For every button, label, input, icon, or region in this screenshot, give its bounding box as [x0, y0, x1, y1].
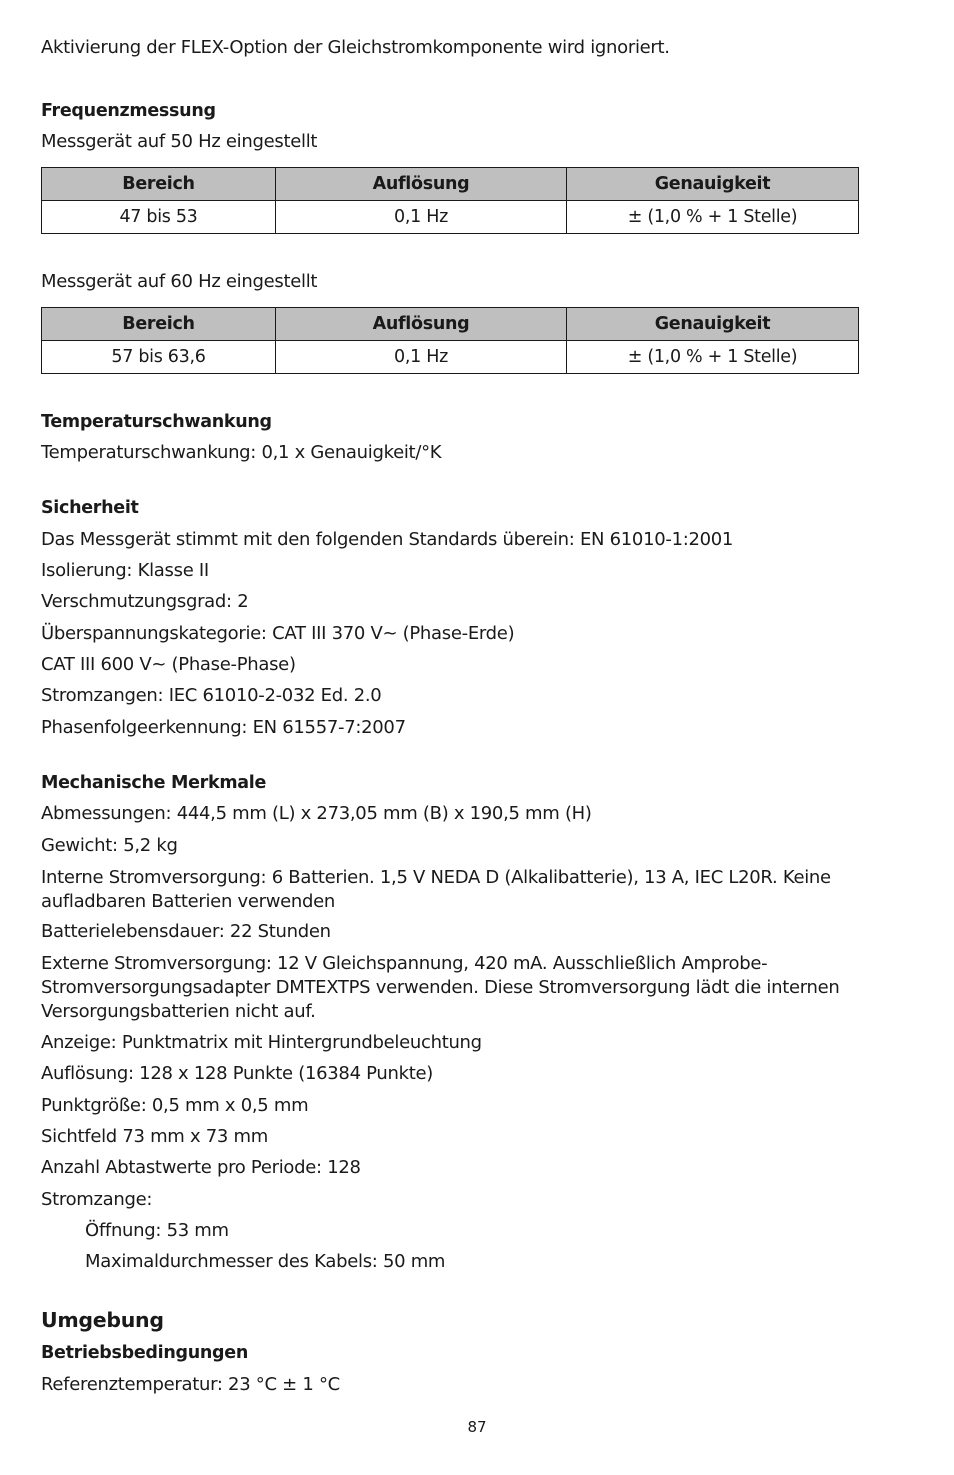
table-header-row	[42, 308, 859, 341]
table-header-row	[42, 168, 859, 201]
mechanical-line: Batterielebensdauer: 22 Stunden	[41, 921, 331, 942]
cell-range: 57 bis 63,6	[42, 341, 276, 374]
clamp-line: Maximaldurchmesser des Kabels: 50 mm	[85, 1251, 446, 1272]
mechanical-line: Sichtfeld 73 mm x 73 mm	[41, 1126, 268, 1147]
temperature-text: Temperaturschwankung: 0,1 x Genauigkeit/°K	[41, 442, 442, 463]
safety-line: Stromzangen: IEC 61010-2-032 Ed. 2.0	[41, 685, 382, 706]
mechanical-line: Anzeige: Punktmatrix mit Hintergrundbeleuchtung	[41, 1032, 482, 1053]
page-number: 87	[467, 1418, 487, 1436]
clamp-line: Öffnung: 53 mm	[85, 1220, 229, 1241]
table-50hz-caption: Messgerät auf 50 Hz eingestellt	[41, 131, 318, 152]
column-header-range: Bereich	[42, 308, 276, 341]
table-60hz-caption: Messgerät auf 60 Hz eingestellt	[41, 271, 318, 292]
frequency-heading: Frequenzmessung	[41, 101, 216, 121]
mechanical-line: Interne Stromversorgung: 6 Batterien. 1,5 V NEDA D (Alkalibatterie), 13 A, IEC L20R. Keine aufladbaren Batterien verwenden	[41, 867, 831, 912]
column-header-accuracy: Genauigkeit	[567, 168, 859, 201]
mechanical-line: Stromzange:	[41, 1189, 153, 1210]
frequency-table-50hz	[41, 167, 859, 234]
mechanical-line: Externe Stromversorgung: 12 V Gleichspannung, 420 mA. Ausschließlich Amprobe-Stromversorgungsadapter DMTEXTPS verwenden. Diese Stromversorgung lädt die internen Versorgungsbatterien nicht auf.	[41, 953, 840, 1022]
cell-resolution: 0,1 Hz	[276, 201, 567, 234]
table-row	[42, 341, 859, 374]
cell-range: 47 bis 53	[42, 201, 276, 234]
column-header-range: Bereich	[42, 168, 276, 201]
safety-line: Verschmutzungsgrad: 2	[41, 591, 249, 612]
safety-heading: Sicherheit	[41, 498, 139, 518]
environment-heading: Umgebung	[41, 1308, 164, 1332]
safety-line: Das Messgerät stimmt mit den folgenden Standards überein: EN 61010-1:2001	[41, 529, 734, 550]
column-header-resolution: Auflösung	[276, 308, 567, 341]
reference-temperature-text: Referenztemperatur: 23 °C ± 1 °C	[41, 1374, 340, 1395]
mechanical-line: Abmessungen: 444,5 mm (L) x 273,05 mm (B) x 190,5 mm (H)	[41, 803, 592, 824]
intro-text: Aktivierung der FLEX-Option der Gleichstromkomponente wird ignoriert.	[41, 37, 670, 58]
safety-line: CAT III 600 V~ (Phase-Phase)	[41, 654, 296, 675]
mechanical-heading: Mechanische Merkmale	[41, 773, 267, 793]
column-header-accuracy: Genauigkeit	[567, 308, 859, 341]
temperature-heading: Temperaturschwankung	[41, 412, 272, 432]
cell-accuracy: ± (1,0 % + 1 Stelle)	[567, 201, 859, 234]
column-header-resolution: Auflösung	[276, 168, 567, 201]
cell-resolution: 0,1 Hz	[276, 341, 567, 374]
safety-line: Überspannungskategorie: CAT III 370 V~ (Phase-Erde)	[41, 623, 515, 644]
operating-conditions-heading: Betriebsbedingungen	[41, 1343, 248, 1363]
cell-accuracy: ± (1,0 % + 1 Stelle)	[567, 341, 859, 374]
mechanical-line: Gewicht: 5,2 kg	[41, 835, 178, 856]
table-row	[42, 201, 859, 234]
mechanical-line: Punktgröße: 0,5 mm x 0,5 mm	[41, 1095, 309, 1116]
safety-line: Phasenfolgeerkennung: EN 61557-7:2007	[41, 717, 406, 738]
frequency-table-60hz	[41, 307, 859, 374]
safety-line: Isolierung: Klasse II	[41, 560, 209, 581]
mechanical-line: Anzahl Abtastwerte pro Periode: 128	[41, 1157, 361, 1178]
mechanical-line: Auflösung: 128 x 128 Punkte (16384 Punkte)	[41, 1063, 433, 1084]
